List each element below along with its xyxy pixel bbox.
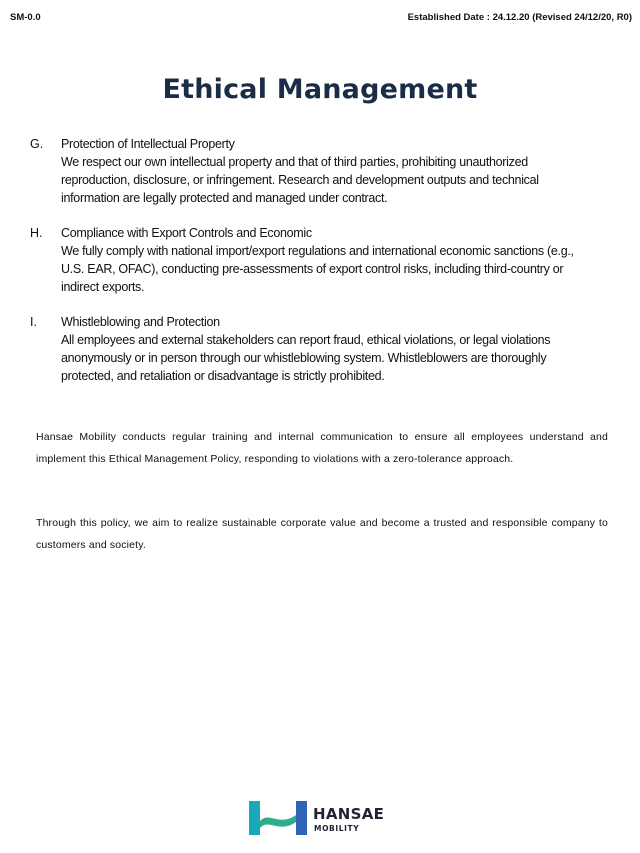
hansae-logo-mark-icon <box>249 799 307 837</box>
section-letter: I. <box>30 315 37 329</box>
document-id: SM-0.0 <box>10 12 41 23</box>
section-body: We fully comply with national import/export regulations and international economic sanctions (e.g., U.S. EAR, OFAC), conducting pre-assessments of export control risks, including third-country or indirect exports. <box>61 244 574 294</box>
section-heading: Protection of Intellectual Property <box>61 137 235 151</box>
section-whistleblowing <box>30 313 610 385</box>
section-body: All employees and external stakeholders can report fraud, ethical violations, or legal violations anonymously or in person through our whistleblowing system. Whistleblowers are thoroughly protected, and retaliation or disadvantage is strictly prohibited. <box>61 333 551 383</box>
section-heading: Whistleblowing and Protection <box>61 315 220 329</box>
section-letter: H. <box>30 226 43 240</box>
section-export-controls <box>30 224 610 296</box>
summary-paragraph-training: Hansae Mobility conducts regular training and internal communication to ensure all employees understand and implement this Ethical Management Policy, responding to violations with a zero-tolerance approach. <box>36 431 608 465</box>
company-logo <box>249 799 399 839</box>
section-letter: G. <box>30 137 44 151</box>
section-intellectual-property <box>30 135 610 207</box>
section-body: We respect our own intellectual property and that of third parties, prohibiting unauthorized reproduction, disclosure, or infringement. Research and development outputs and technical information are legally protected and managed under contract. <box>61 155 539 205</box>
page-title: Ethical Management <box>162 74 478 105</box>
policy-sections <box>30 135 610 402</box>
summary-paragraph-commitment: Through this policy, we aim to realize sustainable corporate value and become a trusted and responsible company to customers and society. <box>36 517 608 551</box>
established-date: Established Date : 24.12.20 (Revised 24/12/20, R0) <box>407 12 632 23</box>
logo-company-name: HANSAE <box>313 805 385 823</box>
section-heading: Compliance with Export Controls and Economic <box>61 226 312 240</box>
logo-company-sub: MOBILITY <box>314 824 360 833</box>
